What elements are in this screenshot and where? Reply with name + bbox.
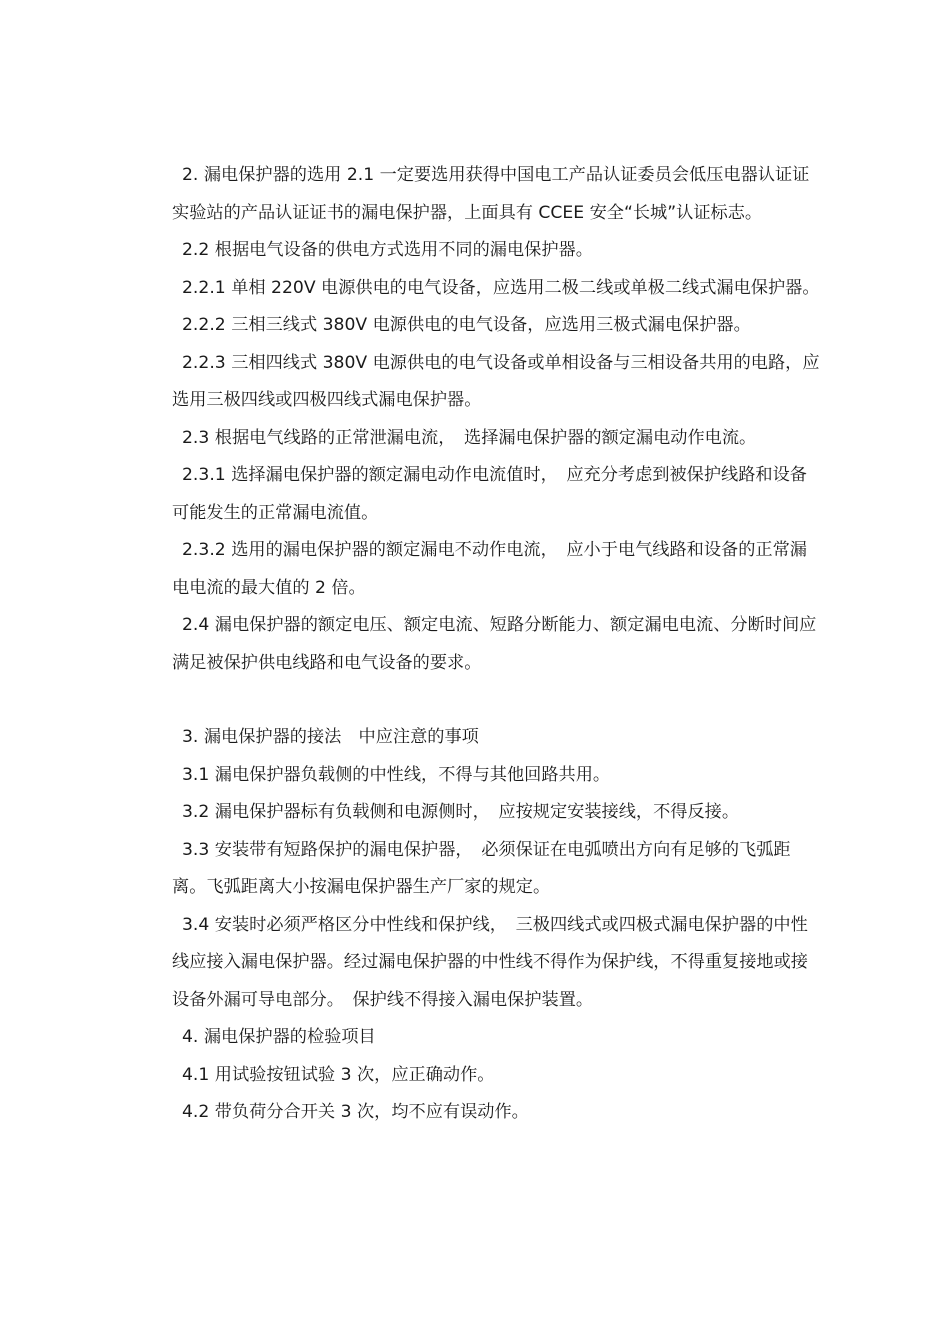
paragraph-2-3: 2.3 根据电气线路的正常泄漏电流， 选择漏电保护器的额定漏电动作电流。 [182, 427, 757, 448]
paragraph-2-3-2: 2.3.2 选用的漏电保护器的额定漏电不动作电流， 应小于电气线路和设备的正常漏电电流的最大值的 2 倍。 [172, 540, 807, 598]
paragraph-2-2: 2.2 根据电气设备的供电方式选用不同的漏电保护器。 [182, 240, 593, 260]
paragraph-2-4: 2.4 漏电保护器的额定电压、额定电流、短路分断能力、额定漏电电流、分断时间应满足被保护供电线路和电气设备的要求。 [172, 615, 817, 673]
paragraph-4-1: 4.1 用试验按钮试验 3 次，应正确动作。 [182, 1064, 495, 1085]
section-gap [172, 682, 822, 719]
paragraph-2-2-2: 2.2.2 三相三线式 380V 电源供电的电气设备，应选用三极式漏电保护器。 [182, 315, 751, 335]
paragraph-3-2: 3.2 漏电保护器标有负载侧和电源侧时， 应按规定安装接线，不得反接。 [182, 802, 740, 822]
paragraph-4-2: 4.2 带负荷分合开关 3 次，均不应有误动作。 [182, 1102, 529, 1122]
paragraph-4-heading: 4. 漏电保护器的检验项目 [182, 1027, 376, 1047]
paragraph-2-3-1: 2.3.1 选择漏电保护器的额定漏电动作电流值时， 应充分考虑到被保护线路和设备可能发生的正常漏电流值。 [172, 465, 807, 523]
paragraph-3-heading: 3. 漏电保护器的接法 中应注意的事项 [182, 727, 479, 747]
paragraph-2-selection: 2. 漏电保护器的选用 2.1 一定要选用获得中国电工产品认证委员会低压电器认证证实验站的产品认证证书的漏电保护器，上面具有 CCEE 安全“长城”认证标志。 [172, 165, 810, 223]
document-body [172, 157, 822, 1132]
paragraph-3-3: 3.3 安装带有短路保护的漏电保护器， 必须保证在电弧喷出方向有足够的飞弧距离。飞弧距离大小按漏电保护器生产厂家的规定。 [172, 839, 791, 897]
paragraph-3-4: 3.4 安装时必须严格区分中性线和保护线， 三极四线式或四极式漏电保护器的中性线应接入漏电保护器。经过漏电保护器的中性线不得作为保护线，不得重复接地或接设备外漏可导电部分。 保护线不得接入漏电保护装置。 [172, 914, 808, 1010]
paragraph-2-2-3: 2.2.3 三相四线式 380V 电源供电的电气设备或单相设备与三相设备共用的电路，应选用三极四线或四极四线式漏电保护器。 [172, 352, 820, 410]
paragraph-2-2-1: 2.2.1 单相 220V 电源供电的电气设备，应选用二极二线或单极二线式漏电保护器。 [182, 277, 820, 298]
paragraph-3-1: 3.1 漏电保护器负载侧的中性线，不得与其他回路共用。 [182, 764, 611, 785]
